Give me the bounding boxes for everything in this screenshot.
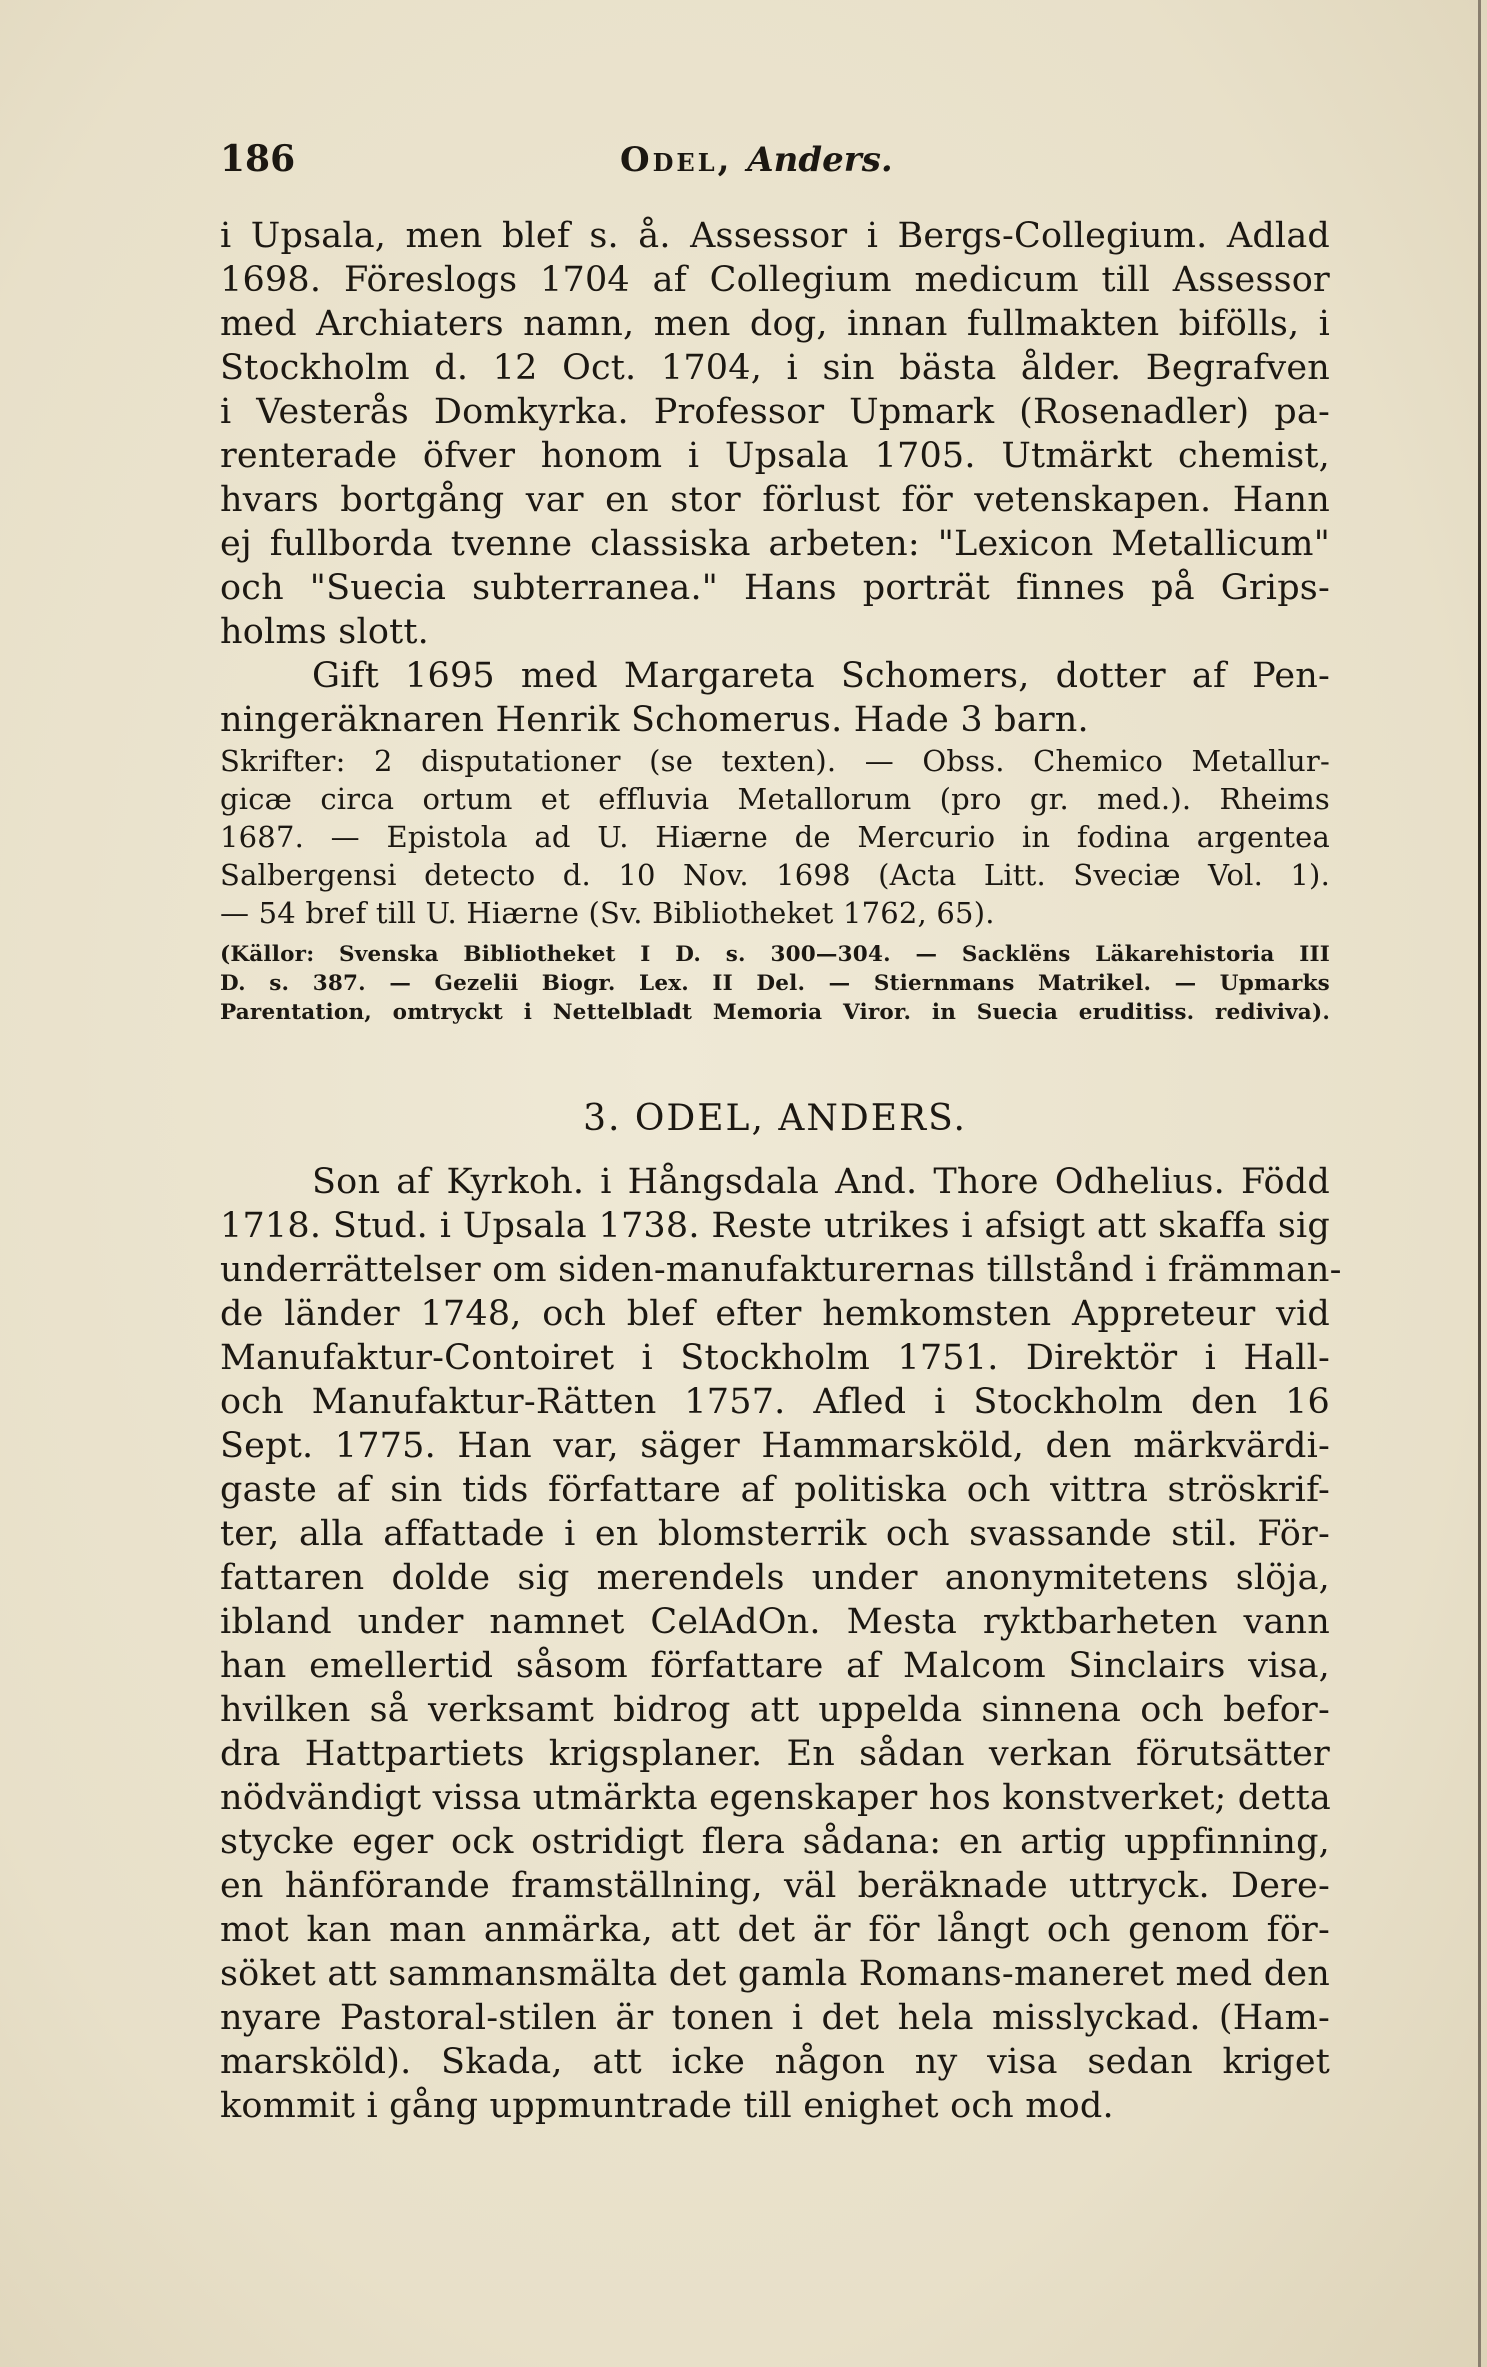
text-line: renterade öfver honom i Upsala 1705. Utmärkt chemist, [220,436,1330,476]
page-edge-shadow [1478,0,1481,2367]
text-line: fattaren dolde sig merendels under anonymitetens slöja, [220,1558,1330,1598]
text-line: nödvändigt vissa utmärkta egenskaper hos konstverket; detta [220,1778,1331,1818]
text-line: söket att sammansmälta det gamla Romans-maneret med den [220,1954,1330,1994]
text-line: stycke eger ock ostridigt flera sådana: en artig uppfinning, [220,1822,1330,1862]
text-line: dra Hattpartiets krigsplaner. En sådan verkan förutsätter [220,1734,1330,1774]
entry-3-body [220,1160,1342,2128]
text-line: hvilken så verksamt bidrog att uppelda sinnena och befor- [220,1690,1330,1730]
text-line: de länder 1748, och blef efter hemkomsten Appreteur vid [220,1294,1330,1334]
page-number: 186 [220,138,296,180]
running-head-name: Odel, [620,140,733,180]
sources-line: (Källor: Svenska Bibliotheket I D. s. 300—304. — Sacklëns Läkarehistoria III [220,942,1330,967]
text-line: ter, alla affattade i en blomsterrik och svassande stil. För- [220,1514,1330,1554]
sources-line: Parentation, omtryckt i Nettelbladt Memoria Viror. in Suecia eruditiss. rediviva). [220,1000,1330,1025]
text-line: hvars bortgång var en stor förlust för vetenskapen. Hann [220,480,1330,520]
text-line: holms slott. [220,612,429,652]
text-line: i Upsala, men blef s. å. Assessor i Bergs-Collegium. Adlad [220,216,1330,256]
text-line: ej fullborda tvenne classiska arbeten: "Lexicon Metallicum" [220,524,1330,564]
writings-line: Skrifter: 2 disputationer (se texten). — Obss. Chemico Metallur- [220,744,1330,778]
writings-section [220,742,1330,932]
text-line: ibland under namnet CelAdOn. Mesta ryktbarheten vann [220,1602,1330,1642]
text-line: Manufaktur-Contoiret i Stockholm 1751. Direktör i Hall- [220,1338,1330,1378]
writings-line: Salbergensi detecto d. 10 Nov. 1698 (Acta Litt. Sveciæ Vol. 1). [220,858,1330,892]
writings-line: — 54 bref till U. Hiærne (Sv. Bibliotheket 1762, 65). [220,896,995,930]
page-header [220,138,1330,188]
text-line: Son af Kyrkoh. i Hångsdala And. Thore Odhelius. Född [312,1162,1330,1202]
text-line: kommit i gång uppmuntrade till enighet och mod. [220,2086,1114,2126]
text-line: en hänförande framställning, väl beräknade uttryck. Dere- [220,1866,1330,1906]
running-head-first-name: Anders. [747,140,893,180]
running-head [620,140,893,180]
text-line: nyare Pastoral-stilen är tonen i det hela misslyckad. (Ham- [220,1998,1330,2038]
text-line: han emellertid såsom författare af Malcom Sinclairs visa, [220,1646,1330,1686]
text-line: gaste af sin tids författare af politiska och vittra ströskrif- [220,1470,1330,1510]
writings-line: gicæ circa ortum et effluvia Metallorum (pro gr. med.). Rheims [220,782,1330,816]
text-line: 1698. Föreslogs 1704 af Collegium medicum till Assessor [220,260,1330,300]
sources-line: D. s. 387. — Gezelii Biogr. Lex. II Del. — Stiernmans Matrikel. — Upmarks [220,971,1330,996]
text-line: 1718. Stud. i Upsala 1738. Reste utrikes i afsigt att skaffa sig [220,1206,1330,1246]
sources-section [220,940,1330,1027]
marriage-line: ningeräknaren Henrik Schomerus. Hade 3 barn. [220,700,1089,740]
text-line: och Manufaktur-Rätten 1757. Afled i Stockholm den 16 [220,1382,1330,1422]
entry-heading: 3. ODEL, ANDERS. [583,1098,967,1139]
entry-2-body [220,214,1330,742]
text-line: marsköld). Skada, att icke någon ny visa sedan kriget [220,2042,1330,2082]
text-line: underrättelser om siden-manufakturernas tillstånd i främman- [220,1250,1342,1290]
text-line: med Archiaters namn, men dog, innan fullmakten bifölls, i [220,304,1330,344]
text-line: Sept. 1775. Han var, säger Hammarsköld, den märkvärdi- [220,1426,1330,1466]
text-line: mot kan man anmärka, att det är för långt och genom för- [220,1910,1330,1950]
writings-line: 1687. — Epistola ad U. Hiærne de Mercurio in fodina argentea [220,820,1330,854]
text-line: och "Suecia subterranea." Hans porträt finnes på Grips- [220,568,1330,608]
marriage-line: Gift 1695 med Margareta Schomers, dotter af Pen- [312,656,1330,696]
text-line: Stockholm d. 12 Oct. 1704, i sin bästa ålder. Begrafven [220,348,1330,388]
text-line: i Vesterås Domkyrka. Professor Upmark (Rosenadler) pa- [220,392,1330,432]
